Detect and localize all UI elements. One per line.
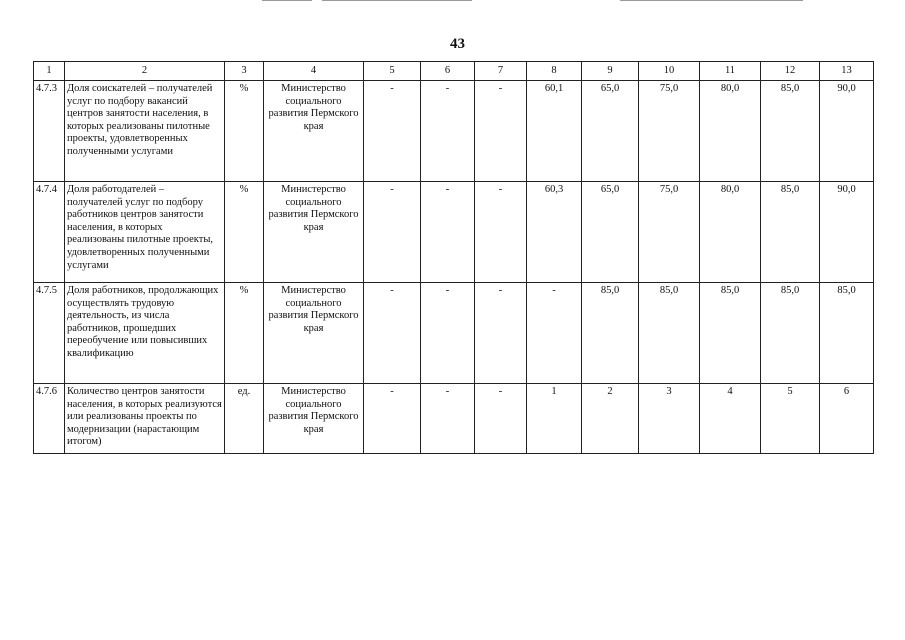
responsible-org: Министерство социального развития Пермского края xyxy=(264,384,364,454)
indicator-name: Доля работников, продолжающих осуществлять трудовую деятельность, из числа работников, прошедших переобучение или повысивших квалификацию xyxy=(65,283,225,384)
value-cell-12: 85,0 xyxy=(761,283,820,384)
col-header-6: 6 xyxy=(421,62,475,81)
header-row xyxy=(34,62,874,81)
value-cell-6: - xyxy=(421,384,475,454)
responsible-org: Министерство социального развития Пермского края xyxy=(264,283,364,384)
indicator-name: Доля соискателей – получателей услуг по подбору вакансий центров занятости населения, в которых реализованы пилотные проекты, удовлетворенных полученными услугами xyxy=(65,81,225,182)
value-cell-5: - xyxy=(364,182,421,283)
col-header-10: 10 xyxy=(639,62,700,81)
value-cell-9: 65,0 xyxy=(582,81,639,182)
value-cell-5: - xyxy=(364,81,421,182)
responsible-org: Министерство социального развития Пермского края xyxy=(264,81,364,182)
page-number: 43 xyxy=(450,36,465,52)
indicator-table xyxy=(33,61,874,454)
value-cell-6: - xyxy=(421,81,475,182)
unit-cell: % xyxy=(225,81,264,182)
col-header-2: 2 xyxy=(65,62,225,81)
value-cell-8: - xyxy=(527,283,582,384)
value-cell-10: 85,0 xyxy=(639,283,700,384)
indicator-name: Количество центров занятости населения, в которых реализуются или реализованы проекты по модернизации (нарастающим итогом) xyxy=(65,384,225,454)
unit-cell: % xyxy=(225,182,264,283)
table-row xyxy=(34,384,874,454)
value-cell-7: - xyxy=(475,283,527,384)
unit-cell: ед. xyxy=(225,384,264,454)
indicator-name: Доля работодателей – получателей услуг по подбору работников центров занятости населения, в которых реализованы пилотные проекты, удовлетворенных полученными услугами xyxy=(65,182,225,283)
row-number: 4.7.6 xyxy=(34,384,65,454)
col-header-3: 3 xyxy=(225,62,264,81)
top-scan-rule-mid xyxy=(322,0,472,1)
row-number: 4.7.3 xyxy=(34,81,65,182)
value-cell-13: 85,0 xyxy=(820,283,874,384)
col-header-8: 8 xyxy=(527,62,582,81)
col-header-13: 13 xyxy=(820,62,874,81)
value-cell-13: 90,0 xyxy=(820,81,874,182)
value-cell-11: 80,0 xyxy=(700,182,761,283)
value-cell-8: 60,3 xyxy=(527,182,582,283)
value-cell-6: - xyxy=(421,182,475,283)
row-number: 4.7.4 xyxy=(34,182,65,283)
value-cell-12: 85,0 xyxy=(761,182,820,283)
value-cell-12: 85,0 xyxy=(761,81,820,182)
value-cell-9: 2 xyxy=(582,384,639,454)
col-header-9: 9 xyxy=(582,62,639,81)
value-cell-7: - xyxy=(475,384,527,454)
value-cell-7: - xyxy=(475,182,527,283)
col-header-12: 12 xyxy=(761,62,820,81)
unit-cell: % xyxy=(225,283,264,384)
value-cell-9: 65,0 xyxy=(582,182,639,283)
col-header-11: 11 xyxy=(700,62,761,81)
col-header-5: 5 xyxy=(364,62,421,81)
top-scan-rule-left xyxy=(262,0,312,1)
col-header-4: 4 xyxy=(264,62,364,81)
table-row xyxy=(34,182,874,283)
responsible-org: Министерство социального развития Пермского края xyxy=(264,182,364,283)
value-cell-12: 5 xyxy=(761,384,820,454)
value-cell-5: - xyxy=(364,384,421,454)
col-header-7: 7 xyxy=(475,62,527,81)
col-header-1: 1 xyxy=(34,62,65,81)
value-cell-6: - xyxy=(421,283,475,384)
value-cell-7: - xyxy=(475,81,527,182)
value-cell-13: 6 xyxy=(820,384,874,454)
value-cell-8: 60,1 xyxy=(527,81,582,182)
value-cell-10: 75,0 xyxy=(639,81,700,182)
value-cell-11: 80,0 xyxy=(700,81,761,182)
value-cell-10: 75,0 xyxy=(639,182,700,283)
value-cell-9: 85,0 xyxy=(582,283,639,384)
value-cell-11: 85,0 xyxy=(700,283,761,384)
value-cell-11: 4 xyxy=(700,384,761,454)
table-row xyxy=(34,283,874,384)
table-row xyxy=(34,81,874,182)
value-cell-5: - xyxy=(364,283,421,384)
row-number: 4.7.5 xyxy=(34,283,65,384)
value-cell-8: 1 xyxy=(527,384,582,454)
value-cell-10: 3 xyxy=(639,384,700,454)
top-scan-rule-right xyxy=(620,0,803,1)
value-cell-13: 90,0 xyxy=(820,182,874,283)
